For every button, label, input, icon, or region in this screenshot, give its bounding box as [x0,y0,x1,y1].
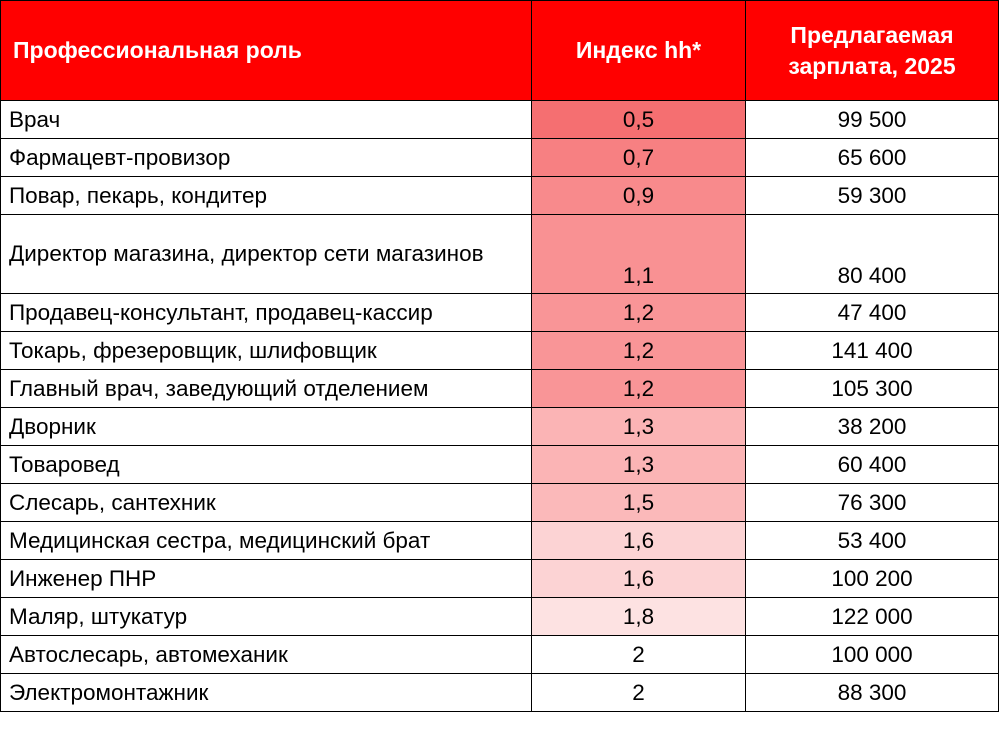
header-salary-line1: Предлагаемая [790,21,954,48]
role-cell: Дворник [1,408,532,446]
salary-cell: 88 300 [746,674,999,712]
salary-cell: 100 200 [746,560,999,598]
role-cell: Медицинская сестра, медицинский брат [1,522,532,560]
salary-cell: 47 400 [746,294,999,332]
table-row [1,560,999,598]
salary-cell: 122 000 [746,598,999,636]
index-cell: 1,6 [532,522,746,560]
role-cell: Токарь, фрезеровщик, шлифовщик [1,332,532,370]
index-cell: 0,5 [532,101,746,139]
role-cell: Электромонтажник [1,674,532,712]
table-row [1,139,999,177]
header-index: Индекс hh* [532,1,746,101]
table-row [1,674,999,712]
header-row [1,1,999,101]
index-cell: 2 [532,636,746,674]
index-cell: 1,2 [532,294,746,332]
salary-cell: 60 400 [746,446,999,484]
table-row [1,636,999,674]
table-row [1,408,999,446]
role-cell: Слесарь, сантехник [1,484,532,522]
table-row [1,522,999,560]
table-row [1,484,999,522]
index-cell: 1,2 [532,370,746,408]
index-cell: 1,5 [532,484,746,522]
index-cell: 0,9 [532,177,746,215]
table-row [1,215,999,294]
salary-cell: 59 300 [746,177,999,215]
salary-cell: 141 400 [746,332,999,370]
role-cell: Маляр, штукатур [1,598,532,636]
index-cell: 2 [532,674,746,712]
role-cell: Врач [1,101,532,139]
salary-cell: 76 300 [746,484,999,522]
role-cell: Главный врач, заведующий отделением [1,370,532,408]
salary-cell: 65 600 [746,139,999,177]
role-cell: Автослесарь, автомеханик [1,636,532,674]
table-row [1,446,999,484]
index-cell: 0,7 [532,139,746,177]
salary-cell: 99 500 [746,101,999,139]
index-cell: 1,8 [532,598,746,636]
role-cell: Продавец-консультант, продавец-кассир [1,294,532,332]
index-cell: 1,1 [532,215,746,294]
salary-cell: 105 300 [746,370,999,408]
index-cell: 1,3 [532,446,746,484]
salary-cell: 38 200 [746,408,999,446]
header-salary [746,1,999,101]
table-row [1,332,999,370]
role-cell: Инженер ПНР [1,560,532,598]
table-body [1,101,999,712]
index-cell: 1,3 [532,408,746,446]
table-row [1,294,999,332]
role-cell: Фармацевт-провизор [1,139,532,177]
table-row [1,598,999,636]
role-cell: Товаровед [1,446,532,484]
index-cell: 1,6 [532,560,746,598]
table-row [1,101,999,139]
salary-cell: 100 000 [746,636,999,674]
role-cell: Повар, пекарь, кондитер [1,177,532,215]
index-cell: 1,2 [532,332,746,370]
salary-cell: 80 400 [746,215,999,294]
table-row [1,370,999,408]
role-cell: Директор магазина, директор сети магазинов [1,215,532,294]
header-role: Профессиональная роль [1,1,532,101]
salary-cell: 53 400 [746,522,999,560]
table-row [1,177,999,215]
header-salary-line2: зарплата, 2025 [788,52,956,79]
